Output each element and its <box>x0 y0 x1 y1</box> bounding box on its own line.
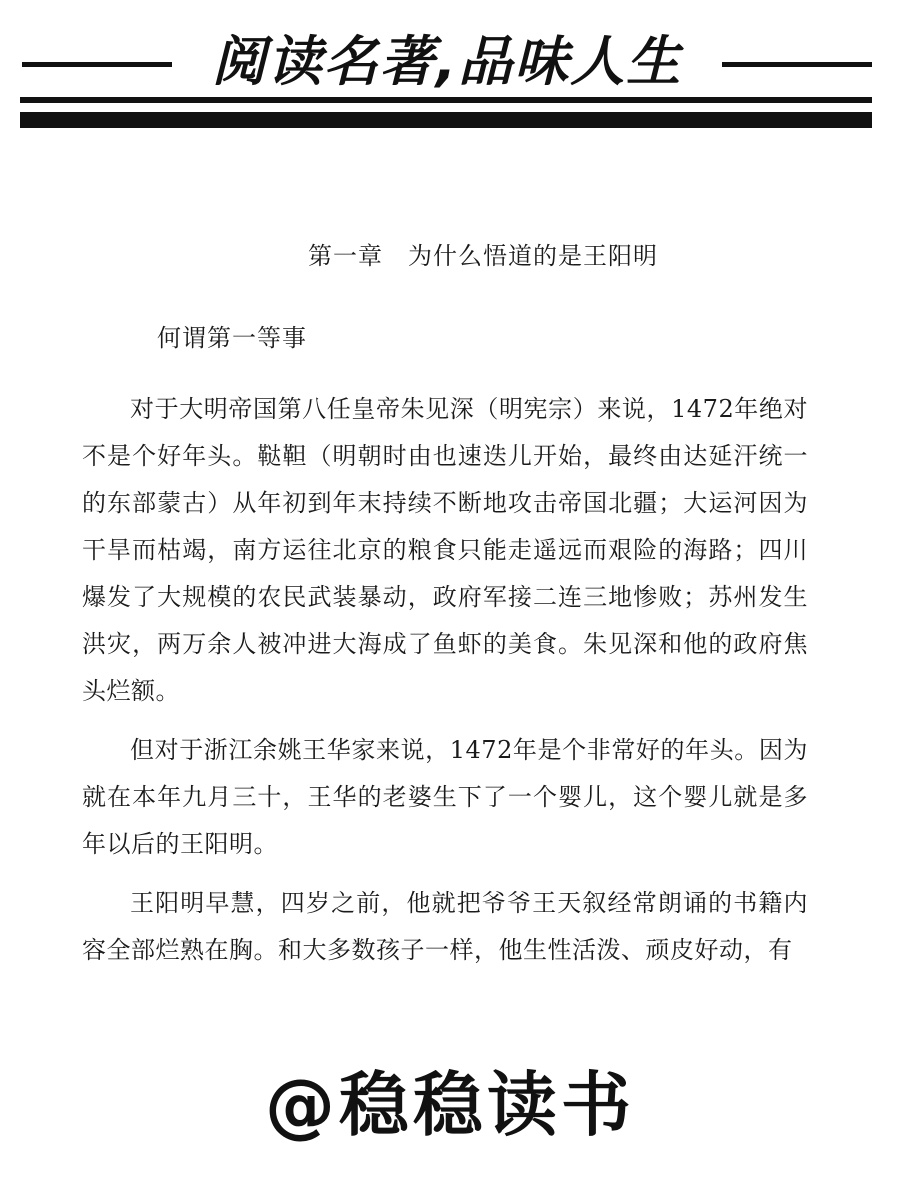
header-line-right <box>722 62 872 67</box>
chapter-body <box>82 386 808 986</box>
section-title: 何谓第一等事 <box>157 324 307 352</box>
paragraph: 但对于浙江余姚王华家来说，1472年是个非常好的年头。因为就在本年九月三十，王华的老婆生下了一个婴儿，这个婴儿就是多年以后的王阳明。 <box>82 736 808 858</box>
paragraph: 对于大明帝国第八任皇帝朱见深（明宪宗）来说，1472年绝对不是个好年头。鞑靼（明朝时由也速迭儿开始，最终由达延汗统一的东部蒙古）从年初到年末持续不断地攻击帝国北疆；大运河因为干旱而枯竭，南方运往北京的粮食只能走遥远而艰险的海路；四川爆发了大规模的农民武装暴动，政府军接二连三地惨败；苏州发生洪灾，两万余人被冲进大海成了鱼虾的美食。朱见深和他的政府焦头烂额。 <box>82 395 808 705</box>
author-watermark: @稳稳读书 <box>265 1064 635 1146</box>
header-banner <box>0 0 900 140</box>
header-rule-thick <box>20 112 872 128</box>
header-line-left <box>22 62 172 67</box>
header-title: 阅读名著,品味人生 <box>211 30 683 93</box>
chapter-title: 第一章 为什么悟道的是王阳明 <box>308 242 658 270</box>
paragraph: 王阳明早慧，四岁之前，他就把爷爷王天叙经常朗诵的书籍内容全部烂熟在胸。和大多数孩子一样，他生性活泼、顽皮好动，有 <box>82 889 808 964</box>
header-rule-thin <box>20 97 872 103</box>
